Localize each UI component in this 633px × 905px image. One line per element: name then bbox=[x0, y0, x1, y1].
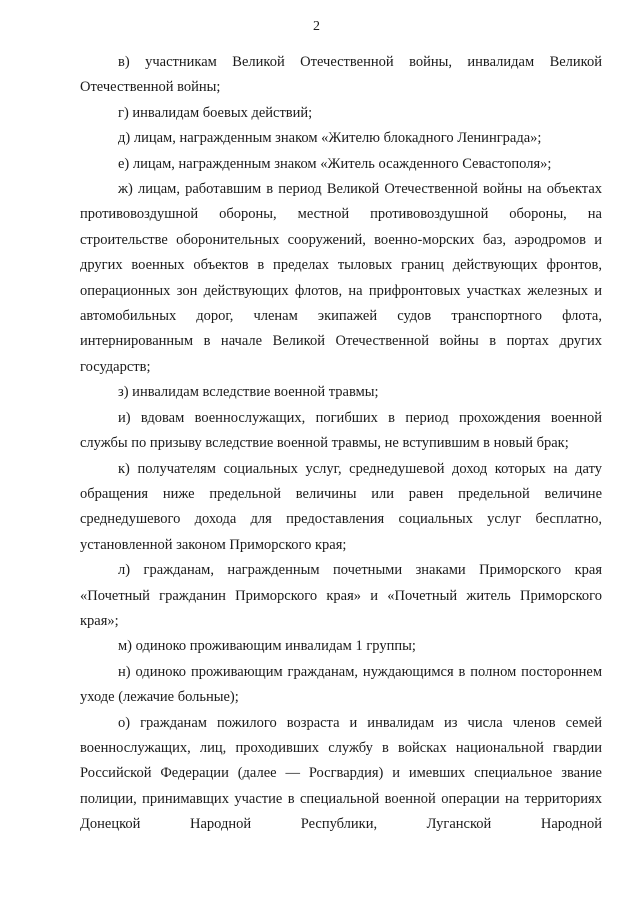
paragraph-z: з) инвалидам вследствие военной травмы; bbox=[118, 384, 379, 401]
paragraph-m: м) одиноко проживающим инвалидам 1 группы; bbox=[118, 638, 416, 655]
paragraph-g: г) инвалидам боевых действий; bbox=[118, 104, 313, 121]
paragraph-n: н) одиноко проживающим гражданам, нуждающимся в полном постороннем уходе (лежачие больные); bbox=[80, 663, 602, 706]
paragraph-v: в) участникам Великой Отечественной войны, инвалидам Великой Отечественной войны; bbox=[80, 54, 602, 96]
paragraph-d: д) лицам, награжденным знаком «Жителю блокадного Ленинграда»; bbox=[118, 130, 542, 147]
paragraph-zh: ж) лицам, работавшим в период Великой Отечественной войны на объектах противовоздушной обороны, местной противовоздушной обороны, на строительстве оборонительных сооружений, военно-морских баз, аэродромов и других военных объектов в пределах тыловых границ действующих фронтов, операционных зон действующих флотов, на прифронтовых участках железных и автомобильных дорог, членам экипажей судов транспортного флота, интернированным в начале Великой Отечественной войны в портах других государств; bbox=[80, 181, 602, 375]
page-number: 2 bbox=[313, 19, 320, 34]
paragraph-e: е) лицам, награжденным знаком «Житель осажденного Севастополя»; bbox=[118, 155, 552, 172]
paragraph-o: о) гражданам пожилого возраста и инвалидам из числа членов семей военнослужащих, лиц, проходивших службу в войсках национальной гвардии Российской Федерации (далее — Росгвардия) и имевших специальное звание полиции, принимавщих участие в специальной военной операции на территориях Донецкой Народной Республики, Луганской Народной bbox=[80, 714, 602, 833]
paragraph-k: к) получателям социальных услуг, среднедушевой доход которых на дату обращения ниже предельной величины или равен предельной величине среднедушевого дохода для предоставления социальных услуг бесплатно, установленной законом Приморского края; bbox=[80, 460, 602, 553]
document-body bbox=[80, 50, 602, 838]
paragraph-l: л) гражданам, награжденным почетными знаками Приморского края «Почетный гражданин Приморского края» и «Почетный житель Приморского края»; bbox=[80, 562, 602, 629]
paragraph-i: и) вдовам военнослужащих, погибших в период прохождения военной службы по призыву вследствие военной травмы, не вступившим в новый брак; bbox=[80, 409, 602, 452]
